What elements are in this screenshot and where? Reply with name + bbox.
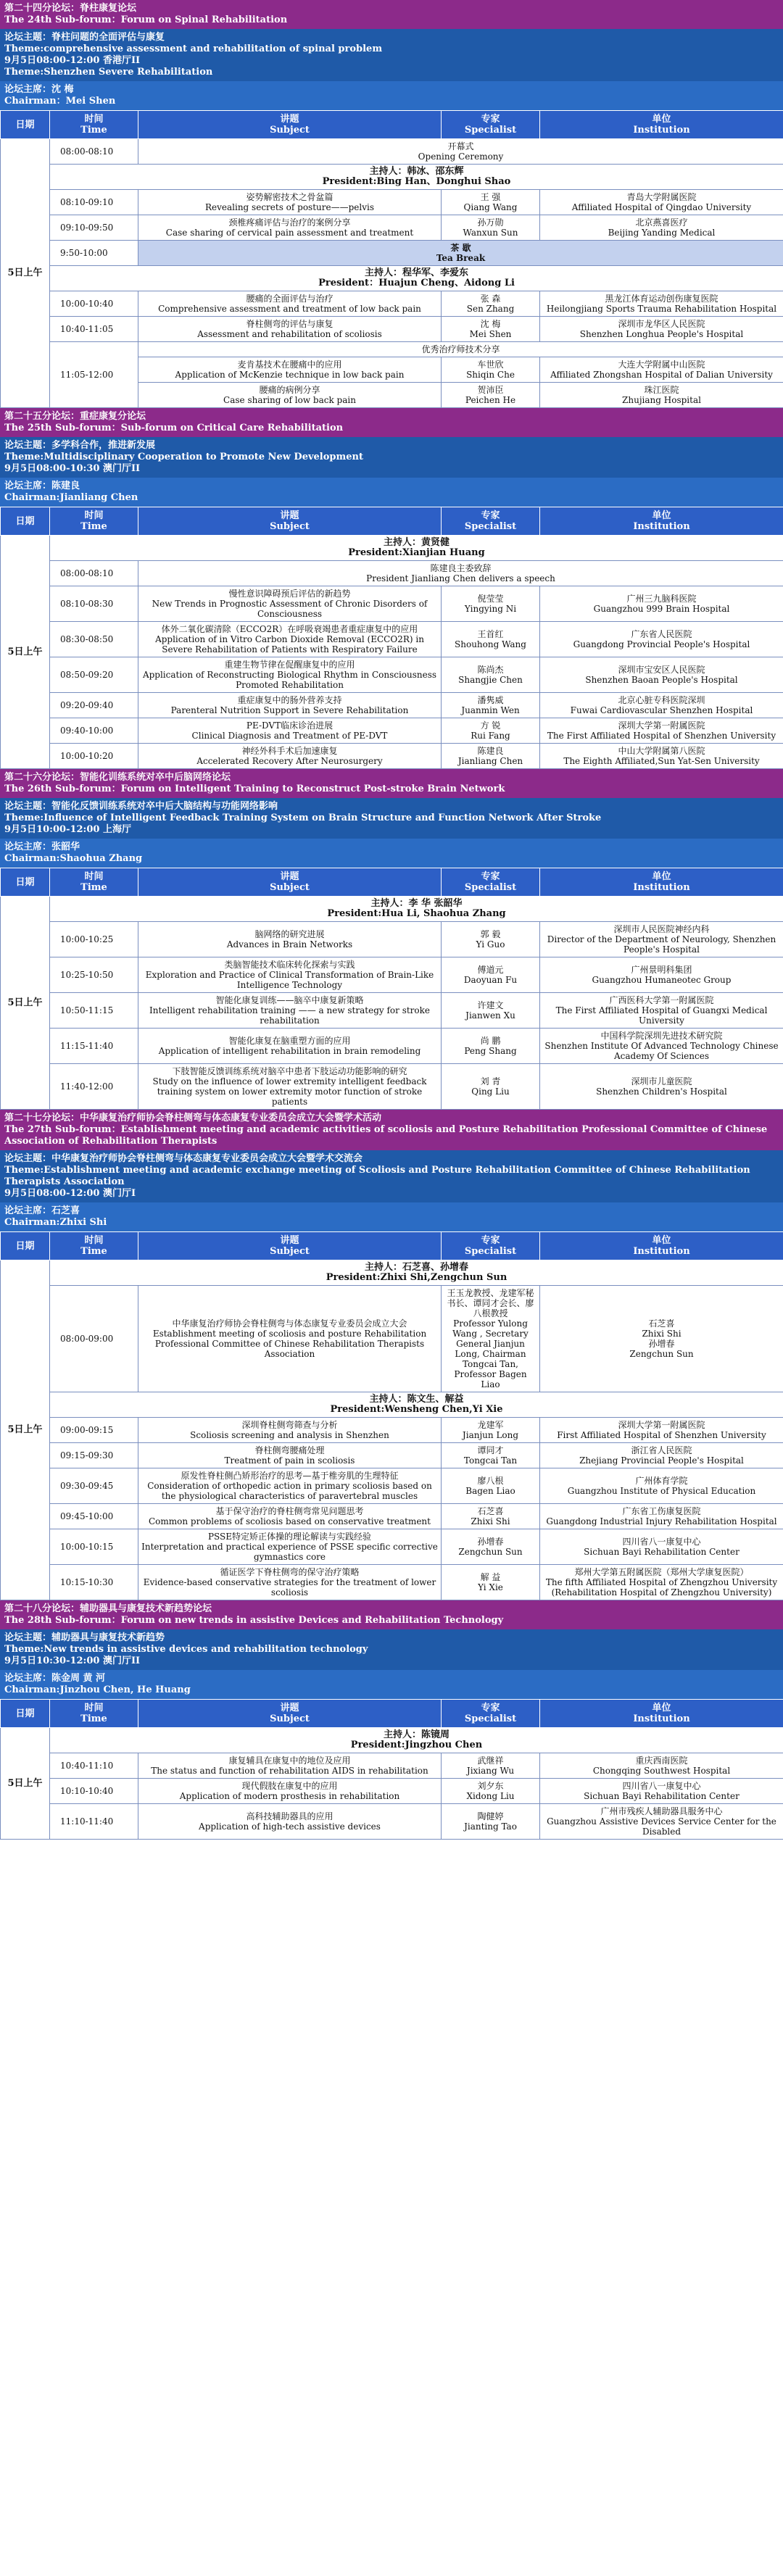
table-row: 10:40-11:10 康复辅具在康复中的地位及应用 The status and function of rehabilitation AIDS in rehabilitation 武继祥 Jixiang Wu 重庆西南医院 Chongqing Southwest Hospital bbox=[1, 1753, 783, 1779]
table-row: 08:00-08:10 陈建良主委致辞 President Jianliang Chen delivers a speech bbox=[1, 561, 783, 586]
forum25-chair: 论坛主席：陈建良 Chairman:Jianliang Chen bbox=[0, 478, 783, 507]
forum24-banner-cn: 第二十四分论坛：脊柱康复论坛 bbox=[4, 3, 137, 14]
table-row: 11:40-12:00 下肢智能反馈训练系统对脑卒中患者下肢运动功能影响的研究 Study on the influence of lower extremity intelligent feedback training system on lower extremity motor function of stroke patients 刘 青 Qing Liu 深圳市儿童医院 Shenzhen Children's Hospital bbox=[1, 1064, 783, 1110]
host-row: 5日上午 主持人：黄贤健 President:Xianjian Huang bbox=[1, 536, 783, 561]
table-row: 09:30-09:45 原发性脊柱侧凸矫形治疗的思考—基于椎旁肌的生理特征 Consideration of orthopedic action in primary scoliosis based on the physiological characteristics of paravertebral muscles 廖八根 Bagen Liao 广州体育学院 Guangzhou Institute of Physical Education bbox=[1, 1468, 783, 1504]
table-row: 10:10-10:40 现代假肢在康复中的应用 Application of modern prosthesis in rehabilitation 刘夕东 Xidong Liu 四川省八一康复中心 Sichuan Bayi Rehabilitation Center bbox=[1, 1779, 783, 1804]
table-row: 10:00-10:25 脑网络的研究进展 Advances in Brain Networks 郭 毅 Yi Guo 深圳市人民医院神经内科 Director of the Department of Neurology, Shenzhen People's Hospital bbox=[1, 922, 783, 957]
table-row: 09:20-09:40 重症康复中的肠外营养支持 Parenteral Nutrition Support in Severe Rehabilitation 潘隽威 Juanmin Wen 北京心脏专科医院深圳 Fuwai Cardiovascular Shenzhen Hospital bbox=[1, 693, 783, 718]
table-row: 11:15-11:40 智能化康复在脑重塑方面的应用 Application of intelligent rehabilitation in brain remodeling 尚 鹏 Peng Shang 中国科学院深圳先进技术研究院 Shenzhen Institute Of Advanced Technology Chinese Academy Of Sciences bbox=[1, 1029, 783, 1064]
host-row: 5日上午 主持人：李 华 张韶华 President:Hua Li, Shaohua Zhang bbox=[1, 897, 783, 922]
table-row: 10:00-10:15 PSSE特定矫正体操的理论解读与实践经验 Interpretation and practical experience of PSSE specific corrective gymnastics core 孙增春 Zengchun Sun 四川省八一康复中心 Sichuan Bayi Rehabilitation Center bbox=[1, 1529, 783, 1565]
forum24-chair bbox=[0, 81, 783, 110]
table-header bbox=[1, 111, 783, 139]
forum24-table bbox=[0, 110, 783, 408]
forum28-chair: 论坛主席：陈金周 黄 河 Chairman:Jinzhou Chen, He Huang bbox=[0, 1670, 783, 1699]
forum27-table bbox=[0, 1231, 783, 1600]
table-row: 10:15-10:30 循证医学下脊柱侧弯的保守治疗策略 Evidence-based conservative strategies for the treatment of lower scoliosis 解 益 Yi Xie 郑州大学第五附属医院（郑州大学康复医院） The fifth Affiliated Hospital of Zhengzhou University (Rehabilitation Hospital of Zhengzhou University) bbox=[1, 1565, 783, 1600]
header-specialist: 专家 Specialist bbox=[442, 111, 540, 139]
host-row: 主持人：韩冰、邵东辉 President:Bing Han、Donghui Shao bbox=[1, 165, 783, 190]
forum24-chair-cn: 论坛主席：沈 梅 bbox=[4, 84, 74, 95]
forum28-banner: 第二十八分论坛：辅助器具与康复技术新趋势论坛 The 28th Sub-forum：Forum on new trends in assistive Devices and Rehabilitation Technology bbox=[0, 1600, 783, 1629]
table-header: 日期 时间 Time 讲题 Subject 专家 Specialist 单位 Institution bbox=[1, 507, 783, 536]
forum24-banner bbox=[0, 0, 783, 29]
tea-break-row: 9:50-10:00 茶 歇 Tea Break bbox=[1, 241, 783, 266]
table-row: 09:00-09:15 深圳脊柱侧弯筛查与分析 Scoliosis screening and analysis in Shenzhen 龙建军 Jianjun Long 深圳大学第一附属医院 First Affiliated Hospital of Shenzhen University bbox=[1, 1418, 783, 1443]
header-subject: 讲题 Subject bbox=[138, 111, 442, 139]
forum28-theme: 论坛主题：辅助器具与康复技术新趋势 Theme:New trends in assistive devices and rehabilitation technology 9月5日10:30-12:00 澳门厅II bbox=[0, 1629, 783, 1670]
host-row: 主持人：陈文生、解益 President:Wensheng Chen,Yi Xie bbox=[1, 1392, 783, 1418]
table-row: 10:50-11:15 智能化康复训练——脑卒中康复新策略 Intelligent rehabilitation training —— a new strategy for stroke rehabilitation 许建文 Jianwen Xu 广西医科大学第一附属医院 The First Affiliated Hospital of Guangxi Medical University bbox=[1, 993, 783, 1029]
forum27-chair: 论坛主席：石芝喜 Chairman:Zhixi Shi bbox=[0, 1202, 783, 1231]
forum26-table bbox=[0, 868, 783, 1110]
header-time: 时间 Time bbox=[50, 111, 138, 139]
forum26-theme: 论坛主题：智能化反馈训练系统对卒中后大脑结构与功能网络影响 Theme:Influence of Intelligent Feedback Training System on Brain Structure and Function Network After Stroke 9月5日10:00-12:00 上海厅 bbox=[0, 798, 783, 839]
table-row: 10:00-10:20 神经外科手术后加速康复 Accelerated Recovery After Neurosurgery 陈建良 Jianliang Chen 中山大学附属第八医院 The Eighth Affiliated,Sun Yat-Sen University bbox=[1, 744, 783, 769]
table-row: 09:40-10:00 PE-DVT临床诊治进展 Clinical Diagnosis and Treatment of PE-DVT 方 锐 Rui Fang 深圳大学第一附属医院 The First Affiliated Hospital of Shenzhen University bbox=[1, 718, 783, 744]
forum26-chair: 论坛主席：张韶华 Chairman:Shaohua Zhang bbox=[0, 839, 783, 868]
forum25-table bbox=[0, 507, 783, 769]
table-row: 09:45-10:00 基于保守治疗的脊柱侧弯常见问题思考 Common problems of scoliosis based on conservative treatment 石芝喜 Zhixi Shi 广东省工伤康复医院 Guangdong Industrial Injury Rehabilitation Hospital bbox=[1, 1504, 783, 1529]
forum25-theme: 论坛主题：多学科合作，推进新发展 Theme:Multidisciplinary Cooperation to Promote New Development 9月5日08:00-10:30 澳门厅II bbox=[0, 437, 783, 478]
forum27-theme: 论坛主题：中华康复治疗师协会脊柱侧弯与体态康复专业委员会成立大会暨学术交流会 Theme:Establishment meeting and academic exchange meeting of Scoliosis and Posture Rehabilitation Committee of Chinese Rehabilitation Therapists Association 9月5日08:00-12:00 澳门厅I bbox=[0, 1150, 783, 1202]
table-row: 09:15-09:30 脊柱侧弯腰痛处理 Treatment of pain in scoliosis 谭同才 Tongcai Tan 浙江省人民医院 Zhejiang Provincial People's Hospital bbox=[1, 1443, 783, 1468]
table-row: 10:00-10:40 腰痛的全面评估与治疗 Comprehensive assessment and treatment of low back pain 张 森 Sen Zhang 黑龙江体育运动创伤康复医院 Heilongjiang Sports Trauma Rehabilitation Hospital bbox=[1, 291, 783, 317]
forum24-theme bbox=[0, 29, 783, 81]
table-header: 日期 时间 Time 讲题 Subject 专家 Specialist 单位 Institution bbox=[1, 868, 783, 897]
forum26-banner: 第二十六分论坛：智能化训练系统对卒中后脑网络论坛 The 26th Sub-forum：Forum on Intelligent Training to Reconstruct Post-stroke Brain Network bbox=[0, 769, 783, 798]
forum24-chair-en: Chairman：Mei Shen bbox=[4, 96, 116, 107]
forum24-datetime: 9月5日08:00-12:00 香港厅II bbox=[4, 55, 141, 66]
forum28-table bbox=[0, 1699, 783, 1840]
host-row: 5日上午 主持人：陈镜周 President:Jingzhou Chen bbox=[1, 1728, 783, 1753]
table-row: 08:10-09:10 姿势解密技术之骨盆篇 Revealing secrets of posture——pelvis 王 强 Qiang Wang 青岛大学附属医院 Affiliated Hospital of Qingdao University bbox=[1, 190, 783, 215]
group-row: 11:05-12:00 优秀治疗师技术分享 bbox=[1, 342, 783, 357]
table-header: 日期 时间 Time 讲题 Subject 专家 Specialist 单位 Institution bbox=[1, 1700, 783, 1728]
table-row: 麦肯基技术在腰痛中的应用 Application of McKenzie technique in low back pain 车世欣 Shiqin Che 大连大学附属中山医院 Affiliated Zhongshan Hospital of Dalian University bbox=[1, 357, 783, 383]
table-row: 08:30-08:50 体外二氧化碳清除（ECCO2R）在呼吸衰竭患者重症康复中的应用 Application of in Vitro Carbon Dioxide Removal (ECCO2R) in Severe Rehabilitation of Patients with Respiratory Failure 王首红 Shouhong Wang 广东省人民医院 Guangdong Provincial People's Hospital bbox=[1, 622, 783, 657]
table-row: 09:10-09:50 颈椎疼痛评估与治疗的案例分享 Case sharing of cervical pain assessment and treatment 孙万勋 Wanxun Sun 北京燕喜医疗 Beijing Yanding Medical bbox=[1, 215, 783, 241]
forum24-theme-cn: 论坛主题：脊柱问题的全面评估与康复 bbox=[4, 32, 165, 43]
table-row: 10:25-10:50 类脑智能技术临床转化探索与实践 Exploration and Practice of Clinical Transformation of Brain-Like Intelligence Technology 傅道元 Daoyuan Fu 广州景明科集团 Guangzhou Humaneotec Group bbox=[1, 957, 783, 993]
table-header: 日期 时间 Time 讲题 Subject 专家 Specialist 单位 Institution bbox=[1, 1232, 783, 1260]
table-row: 08:00-09:00 中华康复治疗师协会脊柱侧弯与体态康复专业委员会成立大会 Establishment meeting of scoliosis and posture Rehabilitation Professional Committee of Chinese Rehabilitation Therapists Association 王玉龙教授、龙建军秘书长、谭同才会长、廖八根教授 Professor Yulong Wang , Secretary General Jianjun Long, Chairman Tongcai Tan, Professor Bagen Liao 石芝喜 Zhixi Shi 孙增春 Zengchun Sun bbox=[1, 1286, 783, 1392]
forum24-venue-en: Theme:Shenzhen Severe Rehabilitation bbox=[4, 67, 213, 78]
table-row: 腰痛的病例分享 Case sharing of low back pain 贺沛臣 Peichen He 珠江医院 Zhujiang Hospital bbox=[1, 383, 783, 408]
forum24-theme-en: Theme:comprehensive assessment and rehabilitation of spinal problem bbox=[4, 43, 383, 54]
day-cell: 5日上午 bbox=[1, 139, 50, 408]
header-date: 日期 bbox=[1, 111, 50, 139]
forum25-banner: 第二十五分论坛：重症康复分论坛 The 25th Sub-forum：Sub-forum on Critical Care Rehabilitation bbox=[0, 408, 783, 437]
table-row: 10:40-11:05 脊柱侧弯的评估与康复 Assessment and rehabilitation of scoliosis 沈 梅 Mei Shen 深圳市龙华区人民医院 Shenzhen Longhua People's Hospital bbox=[1, 317, 783, 342]
header-institution: 单位 Institution bbox=[540, 111, 783, 139]
forum24-banner-en: The 24th Sub-forum：Forum on Spinal Rehabilitation bbox=[4, 14, 288, 25]
table-row: 5日上午 08:00-08:10 开幕式 Opening Ceremony bbox=[1, 139, 783, 165]
table-row: 11:10-11:40 高科技辅助器具的应用 Application of high-tech assistive devices 陶健婷 Jianting Tao 广州市残疾人辅助器具服务中心 Guangzhou Assistive Devices Service Center for the Disabled bbox=[1, 1804, 783, 1840]
table-row: 08:50-09:20 重建生物节律在促醒康复中的应用 Application of Reconstructing Biological Rhythm in Consciousness Promoted Rehabilitation 陈尚杰 Shangjie Chen 深圳市宝安区人民医院 Shenzhen Baoan People's Hospital bbox=[1, 657, 783, 693]
forum27-banner: 第二十七分论坛：中华康复治疗师协会脊柱侧弯与体态康复专业委员会成立大会暨学术活动 The 27th Sub-forum：Establishment meeting and academic activities of scoliosis and Posture Rehabilitation Professional Committee of Chinese Association of Rehabilitation Therapists bbox=[0, 1110, 783, 1150]
host-row: 主持人：程华军、李爱东 President：Huajun Cheng、Aidong Li bbox=[1, 266, 783, 291]
table-row: 08:10-08:30 慢性意识障碍预后评估的新趋势 New Trends in Prognostic Assessment of Chronic Disorders of Consciousness 倪莹莹 Yingying Ni 广州三九脑科医院 Guangzhou 999 Brain Hospital bbox=[1, 586, 783, 622]
host-row: 5日上午 主持人：石芝喜、孙增春 President:Zhixi Shi,Zengchun Sun bbox=[1, 1260, 783, 1286]
